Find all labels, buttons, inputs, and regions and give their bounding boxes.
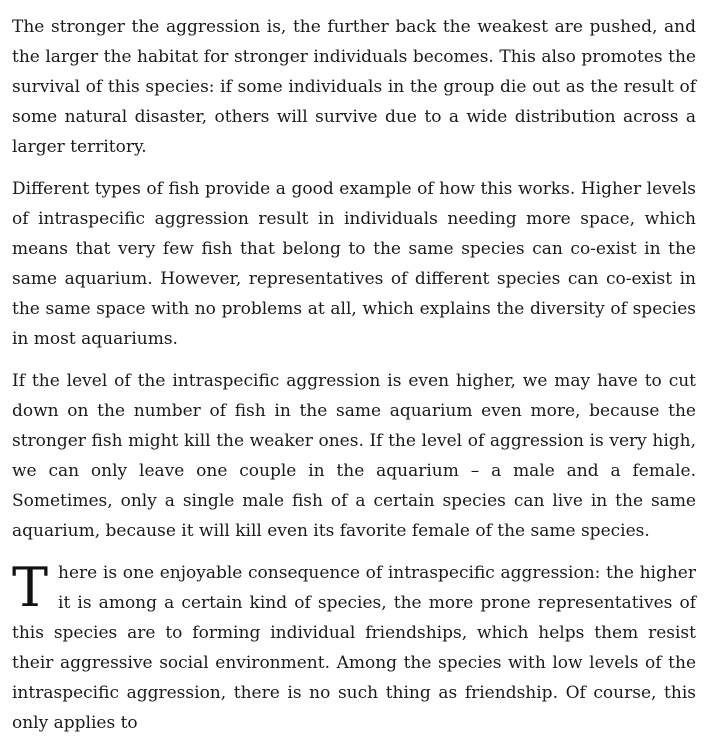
paragraph-aggression-levels: If the level of the intraspecific aggression is even higher, we may have to cut down on the number of fish in the same aquarium even more, because the stronger fish might kill the weaker ones. If the level of aggression is very high, we can only leave one couple in the aquarium – a male and a female. Sometimes, only a single male fish of a certain species can live in the same aquarium, because it will kill even its favorite female of the same species. bbox=[12, 371, 696, 541]
paragraph-fish-example: Different types of fish provide a good example of how this works. Higher levels of intraspecific aggression result in individuals needing more space, which means that very few fish that belong to the same species can co-exist in the same aquarium. However, representatives of different species can co-exist in the same space with no problems at all, which explains the diversity of species in most aquariums. bbox=[12, 179, 696, 349]
document-page bbox=[12, 12, 696, 738]
paragraph-habitat: The stronger the aggression is, the further back the weakest are pushed, and the larger the habitat for stronger individuals becomes. This also promotes the survival of this species: if some individuals in the group die out as the result of some natural disaster, others will survive due to a wide distribution across a larger territory. bbox=[12, 17, 696, 157]
drop-cap: T bbox=[12, 556, 49, 619]
paragraph-friendship-text: here is one enjoyable consequence of intraspecific aggression: the higher it is among a certain kind of species, the more prone representatives of this species are to forming individual friendships, which helps them resist their aggressive social environment. Among the species with low levels of the intraspecific aggression, there is no such thing as friendship. Of course, this only applies to bbox=[12, 563, 696, 733]
paragraph-friendship bbox=[12, 558, 696, 738]
